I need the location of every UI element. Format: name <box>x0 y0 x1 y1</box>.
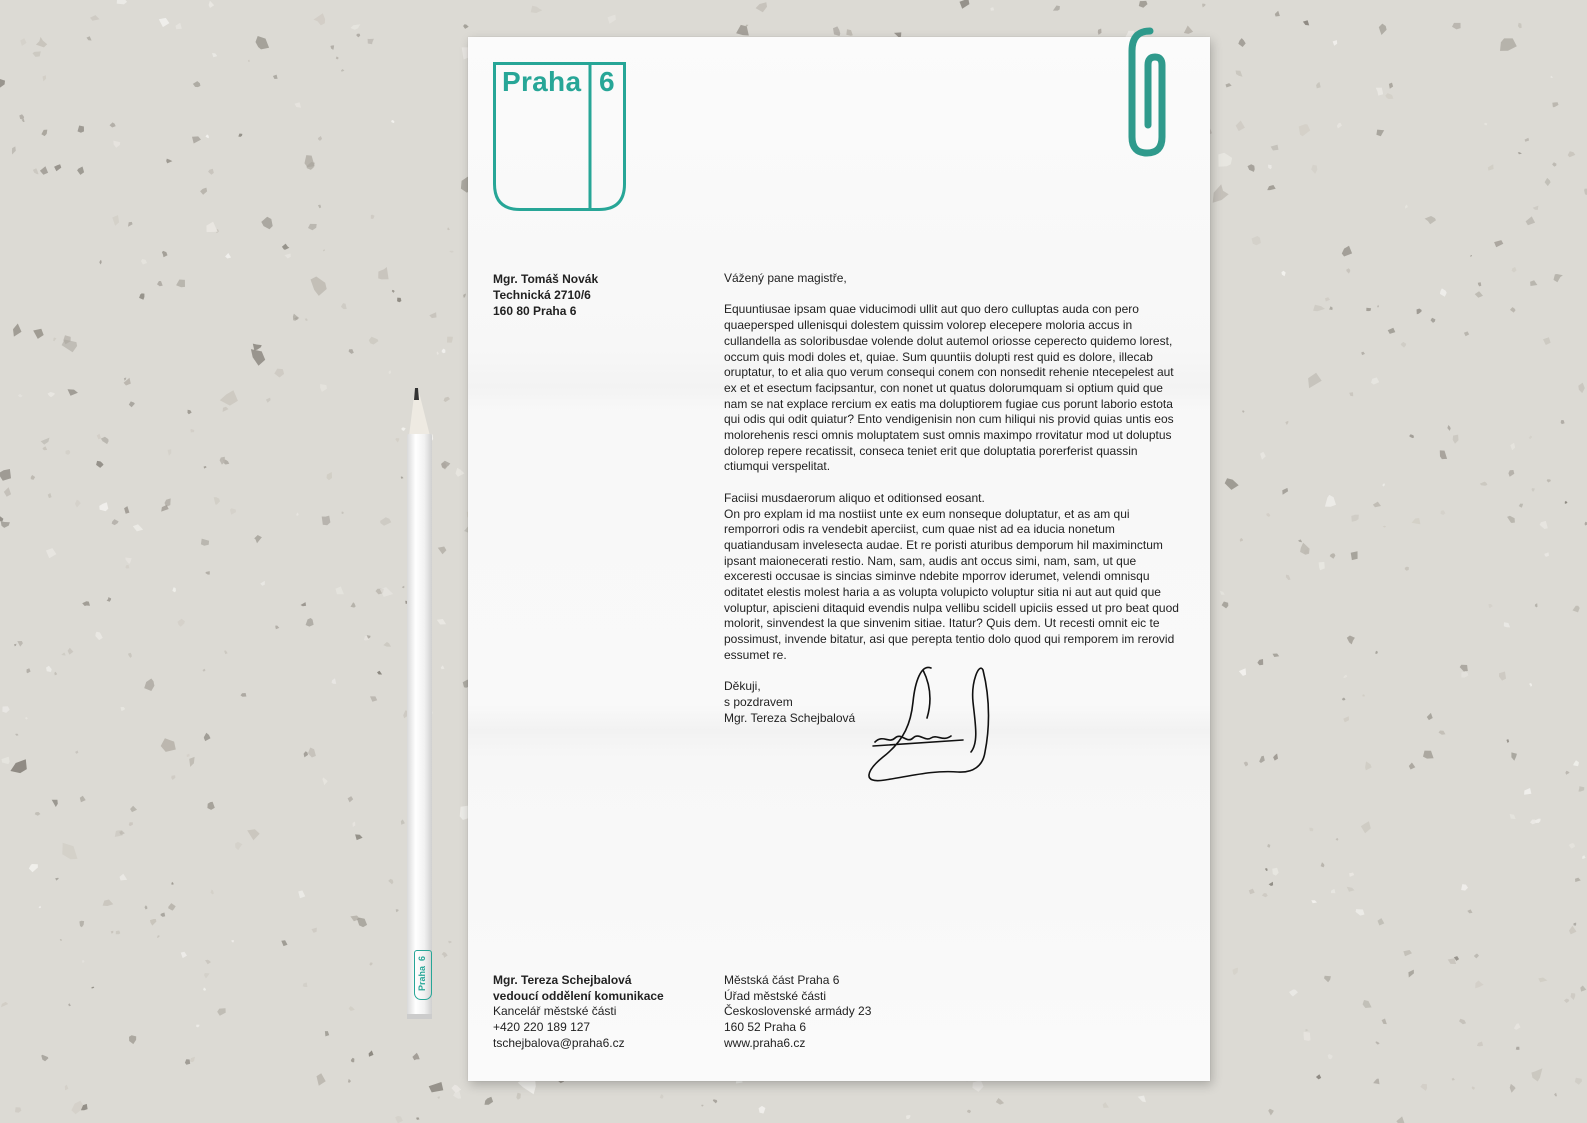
letter-paragraph-2: On pro explam id ma nostiist unte ex eum nonseque doluptatur, et as am qui remporrori odis ra vendebit aperciist, cum quae nist ad ea iducia nonetum quatiandusam invelesecta audae. Et re poristi aturibus demporum hil maximinctum ipsant maionecerati restio. Nam, sam, audis ant occus simi, nam, sam, ut que exceresti occusae is sincias siminve ndebite mporrov iderumet, velendi omnisqu oditatet elestis molest haria a as volupta volupicto voluptur sitia ni aut aut quid que voluptur, apiscieni ditaquid evendis nulpa vellibu scidell upiciis essed ut pro beat quod molorit, sinvendest la que sinvenim sitiae. Itatur? Quis dem. Ut recesti omnit eic te possimust, invende bitatur, asi que perepta tentio dolo quod qui remporem im rerovid essumet re. <box>724 506 1179 662</box>
footer-org-dept: Úřad městské části <box>724 988 827 1003</box>
footer-email: tschejbalova@praha6.cz <box>493 1035 625 1050</box>
letter-paragraph-1: Equuntiusae ipsam quae viducimodi ullit aut quo dero culluptas auda con pero quaepersped ullenisqui dolestem quissim volorep elecepere moloria accus in cullandella as soloribusdae volende dolut autemol oriosse ceperecto quidemo lorest, occum quis modi doles et, quiae. Sum quuntiis dolupti rest quid es dolore, illecab oruptatur, to et alia quo verum consequi conem con nonsedit rehenie ntecepelest aut ex et et esectum facipsantur, con nonet ut quatus dolorumquam si optium quid que nam se nat explace rercium ex eatis ma doluptiorem fugiae cus porunt laborio estota qui odis qui odit quiatur? Ento vendigenisin non cum hiliqui nis provid quias untis eos molorehenis resci omnis moluptatem sust omnis maximpo rrovitatur mod ut doluptus dolorep repere recatissit, conseca teniet erit que doluptatia porerferist quassin ctiumqui verspelitat. <box>724 302 1174 474</box>
footer-name: Mgr. Tereza Schejbalová <box>493 973 632 987</box>
footer-phone: +420 220 189 127 <box>493 1020 591 1035</box>
footer-org-name: Městská část Praha 6 <box>724 973 840 987</box>
pencil-logo <box>414 950 432 1000</box>
pencil-logo-word: Praha <box>417 965 427 991</box>
letter-body <box>724 271 1179 726</box>
footer-role: vedoucí oddělení komunikace <box>493 988 664 1003</box>
handwritten-signature <box>863 662 1003 787</box>
footer-org-city: 160 52 Praha 6 <box>724 1020 807 1035</box>
footer-org-street: Československé armády 23 <box>724 1004 872 1019</box>
letter-closing-thanks: Děkuji, <box>724 679 761 694</box>
recipient-city: 160 80 Praha 6 <box>493 304 577 318</box>
letter-sender-name: Mgr. Tereza Schejbalová <box>724 710 856 725</box>
paperclip-icon <box>1122 25 1172 161</box>
recipient-street: Technická 2710/6 <box>493 288 591 302</box>
praha6-logo <box>493 62 626 211</box>
letter-closing-regards: s pozdravem <box>724 694 793 709</box>
letter-salutation: Vážený pane magistře, <box>724 271 847 285</box>
footer-contact <box>493 973 664 1052</box>
footer-office: Kancelář městské části <box>493 1004 617 1019</box>
recipient-name: Mgr. Tomáš Novák <box>493 272 599 286</box>
logo-word: Praha <box>502 66 582 97</box>
footer-org-web: www.praha6.cz <box>724 1035 806 1050</box>
pencil-logo-number: 6 <box>417 955 427 961</box>
letterhead-paper <box>468 37 1210 1081</box>
recipient-address <box>493 271 598 319</box>
pencil <box>406 388 442 1033</box>
letter-paragraph-2-intro: Faciisi musdaerorum aliquo et oditionsed eosant. <box>724 490 985 505</box>
footer-organization <box>724 973 871 1052</box>
logo-number: 6 <box>599 66 615 97</box>
